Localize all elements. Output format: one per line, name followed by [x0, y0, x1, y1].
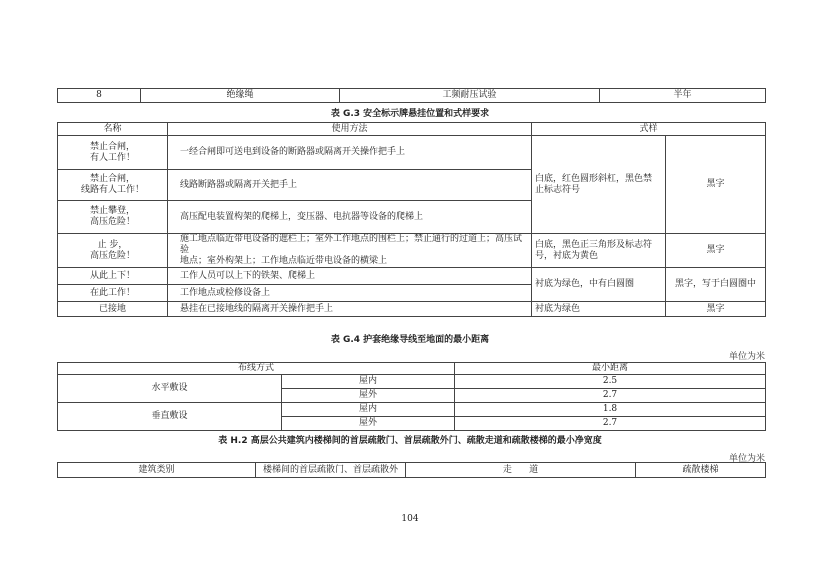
- table-g4-caption: 表 G.4 护套绝缘导线至地面的最小距离: [330, 335, 490, 345]
- sign-background: 衬底为绿色，中有白圆圈: [532, 268, 666, 302]
- table-row: [58, 268, 766, 285]
- header-method: 布线方式: [58, 363, 455, 375]
- table-row: [58, 89, 766, 103]
- sign-text-style: 黑字: [666, 234, 766, 268]
- cell-index: 8: [58, 89, 141, 103]
- sign-usage: 工作人员可以上下的铁架、爬梯上: [168, 268, 532, 285]
- location: 屋外: [282, 417, 455, 431]
- header-stairs: 疏散楼梯: [636, 463, 766, 478]
- cell-period: 半年: [600, 89, 766, 103]
- distance: 1.8: [455, 403, 766, 417]
- sign-text-style: 黑字: [666, 302, 766, 317]
- sign-usage: 施工地点临近带电设备的遮栏上；室外工作地点的围栏上；禁止通行的过道上；高压试验 地点；室外构架上；工作地点临近带电设备的横梁上: [168, 234, 532, 268]
- distance: 2.7: [455, 389, 766, 403]
- sign-name: 禁止合闸， 线路有人工作！: [58, 170, 168, 201]
- table-header-row: [58, 123, 766, 136]
- distance: 2.7: [455, 417, 766, 431]
- table-g4-unit: 单位为米: [728, 352, 765, 362]
- header-corridor: 走 道: [406, 463, 636, 478]
- page-number: 104: [401, 514, 419, 524]
- table-header-row: [58, 463, 766, 478]
- cell-item: 绝缘绳: [141, 89, 340, 103]
- table-row: [58, 302, 766, 317]
- header-building-type: 建筑类别: [58, 463, 256, 478]
- sign-usage: 工作地点或检修设备上: [168, 285, 532, 302]
- table-h2-caption: 表 H.2 高层公共建筑内楼梯间的首层疏散门、首层疏散外门、疏散走道和疏散楼梯的最小净宽度: [218, 436, 602, 446]
- table-top-fragment: [57, 88, 766, 103]
- table-row: [58, 403, 766, 417]
- table-h2-unit: 单位为米: [728, 454, 765, 464]
- sign-background: 白底，黑色正三角形及标志符 号，衬底为黄色: [532, 234, 666, 268]
- cell-test: 工频耐压试验: [340, 89, 600, 103]
- header-first-floor-door: 楼梯间的首层疏散门、首层疏散外: [256, 463, 406, 478]
- sign-name: 禁止合闸， 有人工作！: [58, 136, 168, 170]
- sign-name: 止 步， 高压危险！: [58, 234, 168, 268]
- wiring-method: 水平敷设: [58, 375, 282, 403]
- sign-name: 已接地: [58, 302, 168, 317]
- location: 屋内: [282, 403, 455, 417]
- table-g3: [57, 122, 766, 317]
- table-row: [58, 136, 766, 170]
- header-style: 式样: [532, 123, 766, 136]
- sign-usage: 悬挂在已接地线的隔离开关操作把手上: [168, 302, 532, 317]
- header-name: 名称: [58, 123, 168, 136]
- sign-usage: 一经合闸即可送电到设备的断路器或隔离开关操作把手上: [168, 136, 532, 170]
- location: 屋外: [282, 389, 455, 403]
- sign-text-style: 黑字: [666, 136, 766, 234]
- sign-name: 在此工作！: [58, 285, 168, 302]
- table-g3-caption: 表 G.3 安全标示牌悬挂位置和式样要求: [330, 109, 490, 119]
- table-g4: [57, 362, 766, 431]
- sign-background: 衬底为绿色: [532, 302, 666, 317]
- sign-usage: 线路断路器或隔离开关把手上: [168, 170, 532, 201]
- table-row: [58, 234, 766, 268]
- sign-text-style: 黑字，写于白圆圈中: [666, 268, 766, 302]
- header-min-distance: 最小距离: [455, 363, 766, 375]
- table-row: [58, 375, 766, 389]
- table-header-row: [58, 363, 766, 375]
- sign-background: 白底，红色圆形斜杠，黑色禁 止标志符号: [532, 136, 666, 234]
- sign-usage: 高压配电装置构架的爬梯上，变压器、电抗器等设备的爬梯上: [168, 201, 532, 234]
- wiring-method: 垂直敷设: [58, 403, 282, 431]
- header-usage: 使用方法: [168, 123, 532, 136]
- sign-name: 从此上下！: [58, 268, 168, 285]
- location: 屋内: [282, 375, 455, 389]
- distance: 2.5: [455, 375, 766, 389]
- table-h2: [57, 462, 766, 478]
- sign-name: 禁止攀登， 高压危险！: [58, 201, 168, 234]
